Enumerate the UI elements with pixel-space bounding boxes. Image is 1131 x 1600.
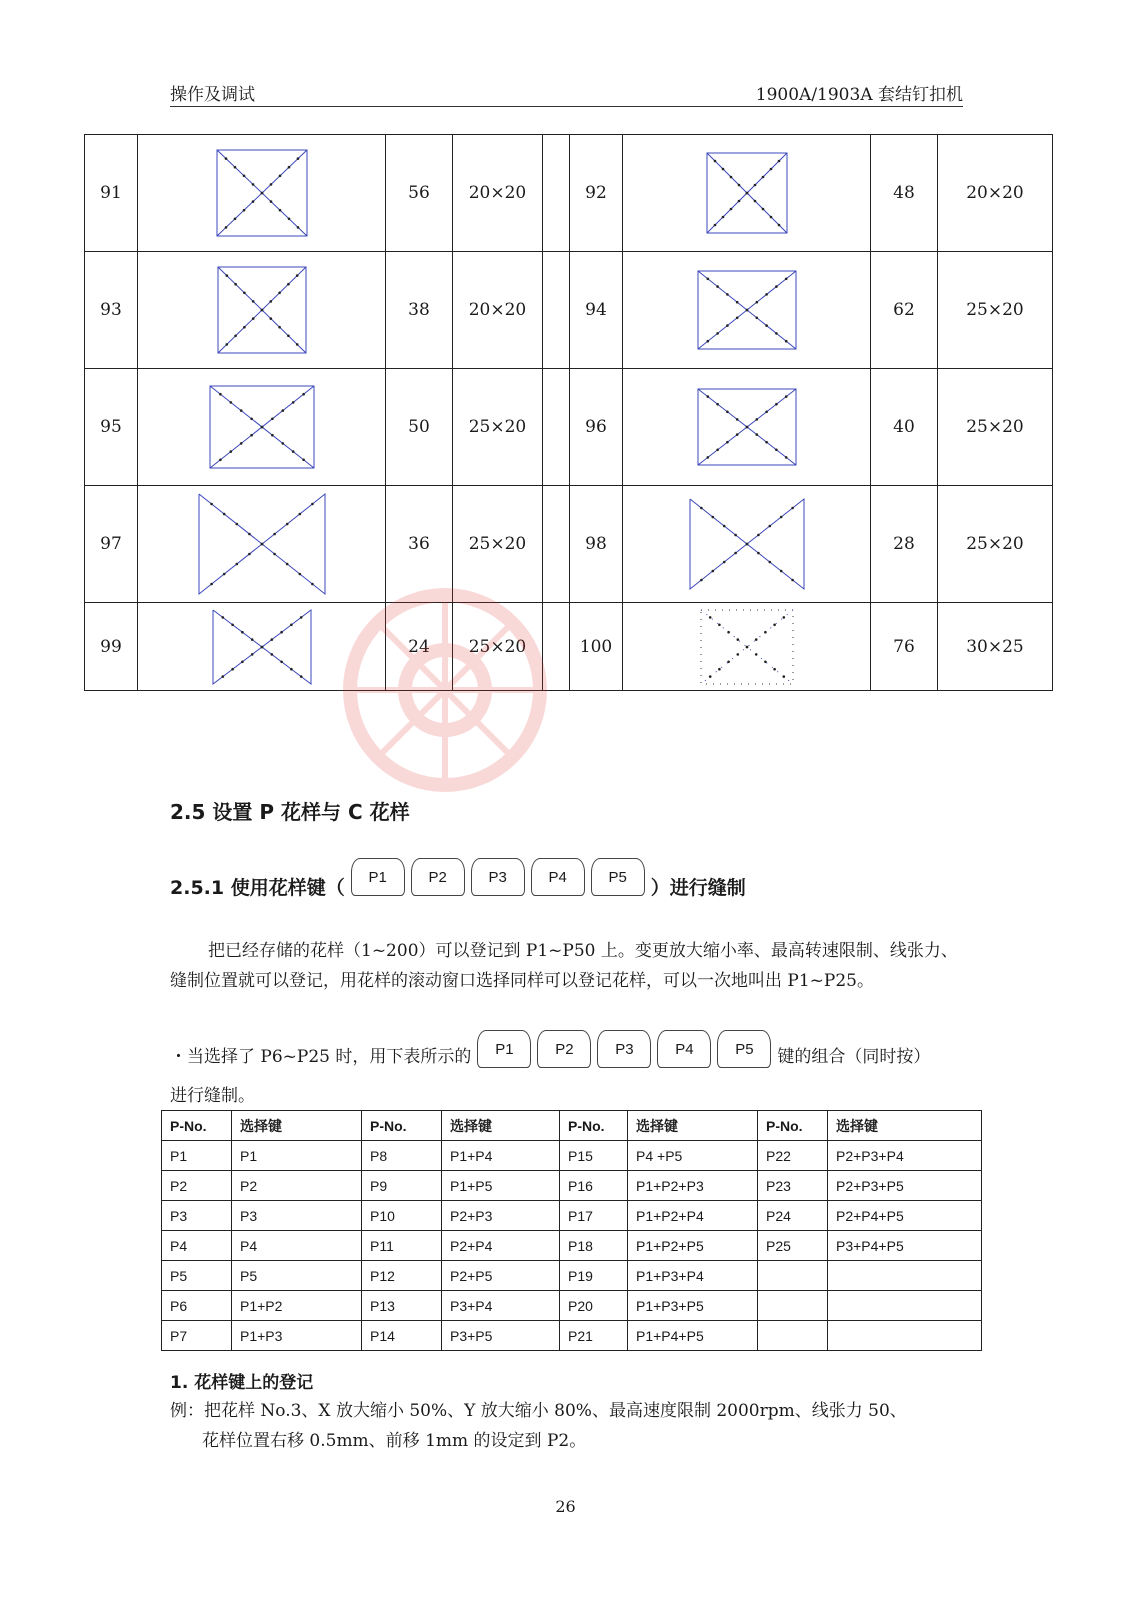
- stitch-count: 28: [871, 486, 938, 603]
- column-gap: [543, 486, 570, 603]
- pattern-size: 25×20: [453, 486, 543, 603]
- p5-key: P5: [591, 858, 645, 896]
- table-row: [162, 1321, 982, 1351]
- p4-key: P4: [531, 858, 585, 896]
- p5-key: P5: [717, 1030, 771, 1068]
- select-key-cell: P3+P5: [442, 1321, 560, 1351]
- pattern-size: 25×20: [938, 369, 1053, 486]
- pno-cell: P14: [362, 1321, 442, 1351]
- pno-cell: P4: [162, 1231, 232, 1261]
- example-line-1: 例：把花样 No.3、X 放大缩小 50%、Y 放大缩小 80%、最高速度限制 2000rpm、线张力 50、: [170, 1401, 907, 1421]
- example-line-2: 花样位置右移 0.5mm、前移 1mm 的设定到 P2。: [202, 1431, 587, 1451]
- pno-header: P-No.: [362, 1111, 442, 1141]
- pattern-number: 97: [85, 486, 138, 603]
- select-key-cell: P1+P4: [442, 1141, 560, 1171]
- p2-key: P2: [411, 858, 465, 896]
- hourglass-stitch-pattern-icon: [210, 607, 314, 687]
- pattern-size: 20×20: [453, 135, 543, 252]
- select-key-cell: P1+P2+P5: [628, 1231, 758, 1261]
- stitch-count: 48: [871, 135, 938, 252]
- pattern-keys-group: [351, 858, 645, 896]
- pno-cell: P2: [162, 1171, 232, 1201]
- select-key-cell: P1+P3+P4: [628, 1261, 758, 1291]
- column-gap: [543, 603, 570, 691]
- p1-key: P1: [477, 1030, 531, 1068]
- bullet-suffix: 键的组合（同时按）: [777, 1046, 931, 1067]
- pattern-diagram: [138, 252, 386, 369]
- table-row: [162, 1291, 982, 1321]
- hourglass-stitch-pattern-icon: [196, 491, 328, 597]
- pattern-row: [85, 369, 1053, 486]
- pno-cell: P15: [560, 1141, 628, 1171]
- section-title: 2.5 设置 P 花样与 C 花样: [170, 800, 410, 824]
- pno-cell: P11: [362, 1231, 442, 1261]
- pattern-number: 98: [570, 486, 623, 603]
- pno-header: P-No.: [162, 1111, 232, 1141]
- x-box-stitch-pattern-icon: [704, 150, 790, 236]
- select-key-cell: P2+P5: [442, 1261, 560, 1291]
- pattern-size: 20×20: [453, 252, 543, 369]
- bullet-prefix: ・当选择了 P6~P25 时，用下表所示的: [170, 1046, 472, 1067]
- pno-cell: P25: [758, 1231, 828, 1261]
- pattern-number: 100: [570, 603, 623, 691]
- select-key-cell: P1+P3+P5: [628, 1291, 758, 1321]
- p4-key: P4: [657, 1030, 711, 1068]
- pno-cell: P16: [560, 1171, 628, 1201]
- pattern-diagram: [138, 486, 386, 603]
- dotted-x-box-stitch-pattern-icon: [698, 607, 796, 687]
- stitch-count: 24: [386, 603, 453, 691]
- pno-cell: [758, 1261, 828, 1291]
- pattern-diagram: [623, 252, 871, 369]
- pno-cell: P9: [362, 1171, 442, 1201]
- pattern-number: 94: [570, 252, 623, 369]
- pno-cell: P13: [362, 1291, 442, 1321]
- pattern-row: [85, 252, 1053, 369]
- stitch-count: 50: [386, 369, 453, 486]
- select-key-cell: P2+P3: [442, 1201, 560, 1231]
- pattern-number: 91: [85, 135, 138, 252]
- stitch-count: 56: [386, 135, 453, 252]
- select-key-cell: P1: [232, 1141, 362, 1171]
- bullet-line: [170, 1030, 970, 1078]
- pattern-number: 93: [85, 252, 138, 369]
- bullet-keys-group: [477, 1030, 771, 1068]
- p3-key: P3: [471, 858, 525, 896]
- pattern-diagram: [138, 369, 386, 486]
- select-key-cell: P4 +P5: [628, 1141, 758, 1171]
- select-key-cell: P3+P4+P5: [828, 1231, 982, 1261]
- select-key-cell: P1+P3: [232, 1321, 362, 1351]
- select-key-cell: [828, 1261, 982, 1291]
- header-divider: [170, 106, 963, 107]
- header-section-title: 操作及调试: [170, 85, 255, 105]
- subheading-registration: 1. 花样键上的登记: [170, 1373, 314, 1393]
- pattern-table: [84, 134, 1053, 691]
- pno-cell: P7: [162, 1321, 232, 1351]
- pattern-row: [85, 603, 1053, 691]
- select-key-header: 选择键: [828, 1111, 982, 1141]
- pattern-diagram: [623, 369, 871, 486]
- pno-cell: P21: [560, 1321, 628, 1351]
- select-key-cell: P1+P2: [232, 1291, 362, 1321]
- x-box-stitch-pattern-icon: [214, 147, 310, 239]
- select-key-cell: P2+P3+P5: [828, 1171, 982, 1201]
- stitch-count: 76: [871, 603, 938, 691]
- pattern-diagram: [623, 603, 871, 691]
- subsection-prefix: 2.5.1 使用花样键（: [170, 876, 345, 899]
- table-row: [162, 1261, 982, 1291]
- pattern-diagram: [138, 135, 386, 252]
- select-key-cell: P4: [232, 1231, 362, 1261]
- pno-cell: P17: [560, 1201, 628, 1231]
- p2-key: P2: [537, 1030, 591, 1068]
- select-key-cell: P5: [232, 1261, 362, 1291]
- pattern-number: 99: [85, 603, 138, 691]
- select-key-header: 选择键: [442, 1111, 560, 1141]
- pno-cell: P6: [162, 1291, 232, 1321]
- pno-cell: [758, 1321, 828, 1351]
- pattern-size: 20×20: [938, 135, 1053, 252]
- table-row: [162, 1141, 982, 1171]
- pno-cell: P5: [162, 1261, 232, 1291]
- column-gap: [543, 369, 570, 486]
- pattern-diagram: [623, 486, 871, 603]
- x-box-stitch-pattern-icon: [695, 386, 799, 468]
- select-key-cell: P2+P4: [442, 1231, 560, 1261]
- x-box-stitch-pattern-icon: [207, 383, 317, 471]
- table-row: [162, 1231, 982, 1261]
- pno-cell: P1: [162, 1141, 232, 1171]
- pattern-size: 25×20: [938, 486, 1053, 603]
- pattern-number: 95: [85, 369, 138, 486]
- pattern-size: 25×20: [453, 369, 543, 486]
- table-row: [162, 1201, 982, 1231]
- pno-cell: P18: [560, 1231, 628, 1261]
- select-key-header: 选择键: [232, 1111, 362, 1141]
- select-key-cell: P2+P4+P5: [828, 1201, 982, 1231]
- pno-header: P-No.: [758, 1111, 828, 1141]
- intro-paragraph: 把已经存储的花样（1~200）可以登记到 P1~P50 上。变更放大缩小率、最高转速限制、线张力、缝制位置就可以登记，用花样的滚动窗口选择同样可以登记花样，可以一次地叫出 P1~P25。: [170, 941, 958, 991]
- select-key-cell: P2: [232, 1171, 362, 1201]
- page-number: 26: [555, 1497, 576, 1516]
- pattern-size: 25×20: [453, 603, 543, 691]
- pno-cell: P20: [560, 1291, 628, 1321]
- header-model-title: 1900A/1903A 套结钉扣机: [755, 85, 963, 105]
- stitch-count: 38: [386, 252, 453, 369]
- stitch-count: 62: [871, 252, 938, 369]
- pattern-diagram: [623, 135, 871, 252]
- select-key-cell: P3+P4: [442, 1291, 560, 1321]
- pno-cell: P23: [758, 1171, 828, 1201]
- select-key-cell: P3: [232, 1201, 362, 1231]
- select-key-cell: P1+P4+P5: [628, 1321, 758, 1351]
- pno-cell: P8: [362, 1141, 442, 1171]
- hourglass-stitch-pattern-icon: [687, 496, 807, 592]
- select-key-cell: P1+P2+P4: [628, 1201, 758, 1231]
- pno-cell: P22: [758, 1141, 828, 1171]
- pattern-row: [85, 486, 1053, 603]
- x-box-stitch-pattern-icon: [695, 268, 799, 352]
- pno-cell: P3: [162, 1201, 232, 1231]
- example-paragraph: [170, 1396, 970, 1456]
- subsection-suffix: ）进行缝制: [650, 876, 746, 899]
- select-key-cell: [828, 1321, 982, 1351]
- bullet-continuation: 进行缝制。: [170, 1086, 255, 1106]
- pattern-number: 92: [570, 135, 623, 252]
- pattern-size: 30×25: [938, 603, 1053, 691]
- pno-cell: P10: [362, 1201, 442, 1231]
- pattern-number: 96: [570, 369, 623, 486]
- select-key-cell: P1+P5: [442, 1171, 560, 1201]
- p1-key: P1: [351, 858, 405, 896]
- x-box-stitch-pattern-icon: [215, 264, 309, 356]
- pattern-row: [85, 135, 1053, 252]
- select-key-header: 选择键: [628, 1111, 758, 1141]
- pno-cell: P19: [560, 1261, 628, 1291]
- column-gap: [543, 135, 570, 252]
- stitch-count: 40: [871, 369, 938, 486]
- stitch-count: 36: [386, 486, 453, 603]
- pno-cell: P12: [362, 1261, 442, 1291]
- pno-key-table: [161, 1110, 982, 1351]
- pno-cell: [758, 1291, 828, 1321]
- pno-header: P-No.: [560, 1111, 628, 1141]
- table-row: [162, 1171, 982, 1201]
- pno-cell: P24: [758, 1201, 828, 1231]
- subsection-title: [170, 858, 746, 914]
- select-key-cell: [828, 1291, 982, 1321]
- p3-key: P3: [597, 1030, 651, 1068]
- pattern-size: 25×20: [938, 252, 1053, 369]
- column-gap: [543, 252, 570, 369]
- select-key-cell: P2+P3+P4: [828, 1141, 982, 1171]
- pattern-diagram: [138, 603, 386, 691]
- select-key-cell: P1+P2+P3: [628, 1171, 758, 1201]
